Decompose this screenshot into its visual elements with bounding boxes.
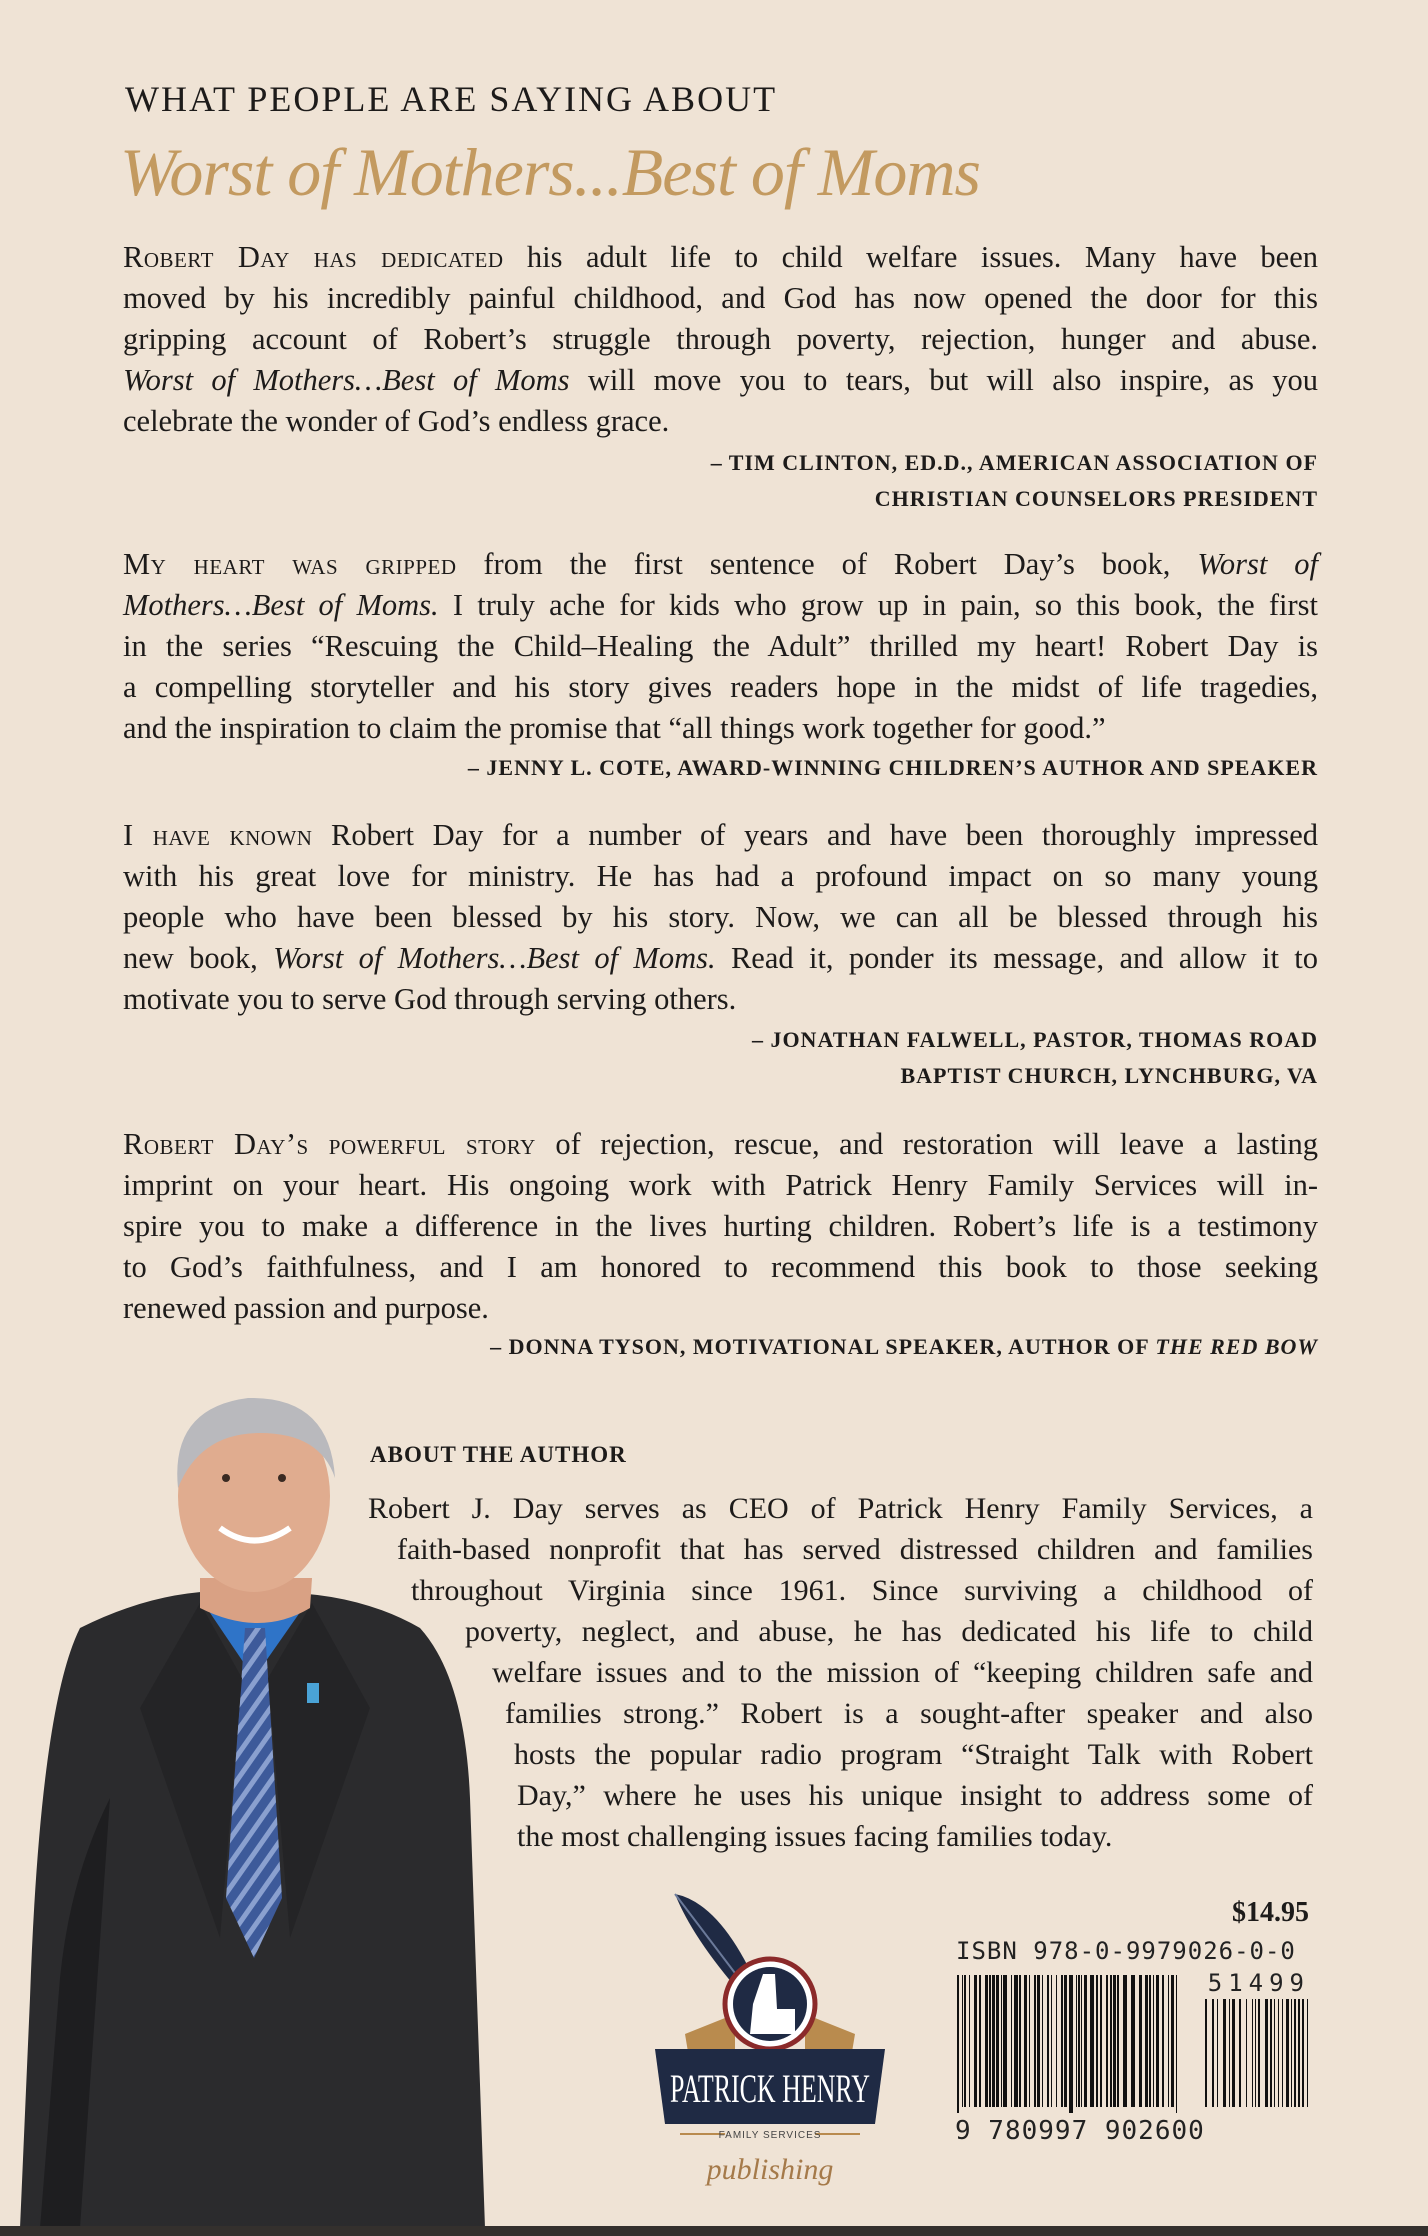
barcode-bar: [1047, 1975, 1049, 2107]
addon-bar: [1294, 1999, 1296, 2107]
barcode-bar: [1100, 1975, 1102, 2107]
barcode-bar: [964, 1975, 966, 2107]
barcode-bar: [1024, 1975, 1027, 2107]
barcode-bar: [1029, 1975, 1030, 2107]
barcode-bar: [1034, 1975, 1036, 2107]
bio-line: poverty, neglect, and abuse, he has dedicated his life to child: [465, 1615, 1313, 1648]
small-caps-lead: Robert Day’s powerful story: [123, 1127, 536, 1161]
text-segment: his adult life to child welfare issues. Many have been: [503, 240, 1318, 274]
endorsement-attribution: [711, 448, 1318, 478]
barcode-bar: [1076, 1975, 1077, 2107]
bio-line: Robert J. Day serves as CEO of Patrick Henry Family Services, a: [368, 1492, 1313, 1525]
barcode-bar: [1037, 1975, 1040, 2107]
quote-line: [123, 856, 1318, 897]
text-segment: celebrate the wonder of God’s endless grace.: [123, 404, 670, 438]
text-segment: BAPTIST CHURCH, LYNCHBURG, VA: [900, 1063, 1318, 1088]
endorsement-quote: [123, 815, 1318, 1020]
italic-text: Mothers…Best of Moms.: [123, 588, 439, 622]
text-segment: new book,: [123, 941, 274, 975]
barcode-bar: [1149, 1975, 1151, 2107]
text-segment: – TIM CLINTON, ED.D., AMERICAN ASSOCIATION OF: [710, 450, 1318, 475]
barcode-bar: [1110, 1975, 1112, 2107]
barcode-bar: [1064, 1975, 1067, 2107]
endorsement-quote: [123, 1124, 1318, 1329]
section-kicker: WHAT PEOPLE ARE SAYING ABOUT: [125, 79, 778, 119]
addon-bar: [1223, 1999, 1226, 2107]
quote-line: [123, 360, 1318, 401]
quote-line: [123, 585, 1318, 626]
quote-line: [123, 278, 1318, 319]
author-bio: [0, 1488, 1313, 1857]
quote-line: [123, 1165, 1318, 1206]
barcode-bar: [1051, 1975, 1052, 2107]
bio-line: welfare issues and to the mission of “keeping children safe and: [492, 1656, 1313, 1689]
addon-bar: [1217, 1999, 1218, 2107]
endorsement-quote: [123, 237, 1318, 442]
quote-line: [123, 544, 1318, 585]
barcode-bar: [1001, 1975, 1002, 2107]
quote-line: [123, 237, 1318, 278]
italic-text: THE RED BOW: [1155, 1334, 1318, 1359]
logo-name: PATRICK HENRY: [670, 2066, 870, 2111]
book-title: Worst of Mothers...Best of Moms: [120, 134, 980, 210]
endorsement-attribution: [468, 753, 1318, 783]
about-author-heading: ABOUT THE AUTHOR: [370, 1442, 627, 1467]
addon-bar: [1255, 1999, 1256, 2107]
barcode-bar: [1113, 1975, 1116, 2107]
barcode-bar: [1061, 1975, 1063, 2107]
small-caps-lead: I have known: [123, 818, 313, 852]
text-segment: with his great love for ministry. He has had a profound impact on so many young: [123, 859, 1318, 893]
barcode-bar: [996, 1975, 999, 2107]
bio-line: faith-based nonprofit that has served distressed children and families: [397, 1533, 1313, 1566]
addon-bar: [1291, 1999, 1292, 2107]
addon-bar: [1298, 1999, 1300, 2107]
barcode-bar: [962, 1975, 963, 2107]
barcode-bar: [1090, 1975, 1094, 2107]
quote-line: [123, 1206, 1318, 1247]
addon-bar: [1278, 1999, 1279, 2107]
text-segment: renewed passion and purpose.: [123, 1291, 489, 1325]
quote-line: [123, 815, 1318, 856]
addon-bar: [1229, 1999, 1230, 2107]
text-segment: and the inspiration to claim the promise that “all things work together for good.”: [123, 711, 1106, 745]
quote-line: [123, 626, 1318, 667]
addon-bar: [1232, 1999, 1235, 2107]
text-segment: CHRISTIAN COUNSELORS PRESIDENT: [874, 486, 1318, 511]
text-segment: to God’s faithfulness, and I am honored to recommend this book to those seeking: [123, 1250, 1318, 1284]
addon-bar: [1265, 1999, 1268, 2107]
barcode: [955, 1975, 1315, 2115]
bio-line: throughout Virginia since 1961. Since surviving a childhood of: [411, 1574, 1313, 1607]
addon-bar: [1258, 1999, 1260, 2107]
text-segment: gripping account of Robert’s struggle through poverty, rejection, hunger and abuse.: [123, 322, 1318, 356]
text-segment: Read it, ponder its message, and allow it to: [715, 941, 1318, 975]
barcode-bar: [992, 1975, 995, 2107]
addon-bar: [1282, 1999, 1283, 2107]
barcode-bar: [1106, 1975, 1108, 2107]
italic-text: Worst of Mothers…Best of Moms.: [273, 941, 716, 975]
barcode-bar: [1171, 1975, 1174, 2107]
barcode-bar: [1153, 1975, 1154, 2107]
isbn-label: ISBN 978-0-9979026-0-0: [956, 1937, 1296, 1965]
addon-bar: [1307, 1999, 1308, 2107]
barcode-bar: [1003, 1975, 1007, 2107]
barcode-bar: [989, 1975, 991, 2107]
price-addon-number: 51499: [1207, 1969, 1310, 1997]
quote-line: [123, 319, 1318, 360]
addon-bar: [1212, 1999, 1214, 2107]
quote-line: [123, 1288, 1318, 1329]
addon-bar: [1270, 1999, 1272, 2107]
quote-line: [123, 979, 1318, 1020]
barcode-bar: [985, 1975, 988, 2107]
barcode-bar: [974, 1975, 977, 2107]
bio-line: families strong.” Robert is a sought-after speaker and also: [505, 1697, 1313, 1730]
barcode-bar: [957, 1975, 959, 2113]
bottom-edge: [0, 2226, 1428, 2236]
barcode-bar: [1168, 1975, 1169, 2107]
text-segment: – JONATHAN FALWELL, PASTOR, THOMAS ROAD: [751, 1027, 1318, 1052]
italic-text: Worst of Mothers…Best of Moms: [123, 363, 570, 397]
bio-line: the most challenging issues facing families today.: [517, 1820, 1113, 1853]
small-caps-lead: My heart was gripped: [123, 547, 457, 581]
text-segment: spire you to make a difference in the lives hurting children. Robert’s life is a testimony: [123, 1209, 1318, 1243]
text-segment: motivate you to serve God through serving others.: [123, 982, 737, 1016]
barcode-bar: [1078, 1975, 1080, 2107]
barcode-bar: [1096, 1975, 1098, 2107]
text-segment: in the series “Rescuing the Child–Healing the Adult” thrilled my heart! Robert Day is: [123, 629, 1318, 663]
text-segment: – JENNY L. COTE, AWARD-WINNING CHILDREN’S AUTHOR AND SPEAKER: [467, 755, 1318, 780]
addon-bar: [1205, 1999, 1207, 2107]
barcode-bar: [1084, 1975, 1087, 2107]
text-segment: a compelling storyteller and his story gives readers hope in the midst of life tragedies,: [123, 670, 1318, 704]
barcode-bar: [1162, 1975, 1164, 2107]
barcode-bar: [1123, 1975, 1127, 2107]
barcode-bar: [1069, 1975, 1073, 2113]
text-segment: Robert Day for a number of years and have been thoroughly impressed: [312, 818, 1319, 852]
addon-bar: [1274, 1999, 1275, 2107]
text-segment: – DONNA TYSON, MOTIVATIONAL SPEAKER, AUTHOR OF: [490, 1334, 1156, 1359]
quote-line: [123, 708, 1318, 749]
bio-line: hosts the popular radio program “Straight Talk with Robert: [514, 1738, 1313, 1771]
price: $14.95: [1232, 1897, 1309, 1928]
addon-bar: [1302, 1999, 1304, 2107]
barcode-bar: [1019, 1975, 1021, 2107]
publisher-logo: [635, 1884, 905, 2194]
addon-bar: [1252, 1999, 1253, 2107]
barcode-bar: [969, 1975, 970, 2107]
quote-line: [123, 667, 1318, 708]
barcode-bar: [979, 1975, 981, 2107]
ean-digits: 9 780997 902600: [955, 2116, 1205, 2146]
barcode-bar: [1176, 1975, 1177, 2113]
barcode-bar: [1145, 1975, 1148, 2107]
barcode-bar: [1081, 1975, 1082, 2107]
endorsement-attribution: [900, 1061, 1318, 1091]
text-segment: moved by his incredibly painful childhood, and God has now opened the door for this: [123, 281, 1318, 315]
small-caps-lead: Robert Day has dedicated: [123, 240, 504, 274]
text-segment: imprint on your heart. His ongoing work with Patrick Henry Family Services will in-: [123, 1168, 1318, 1202]
text-segment: of rejection, rescue, and restoration will leave a lasting: [535, 1127, 1318, 1161]
quote-line: [123, 401, 1318, 442]
addon-bar: [1239, 1999, 1241, 2107]
quote-line: [123, 1247, 1318, 1288]
barcode-bar: [1156, 1975, 1159, 2107]
italic-text: Worst of: [1197, 547, 1319, 581]
endorsement-attribution: [875, 484, 1318, 514]
quote-line: [123, 1124, 1318, 1165]
text-segment: from the first sentence of Robert Day’s book,: [456, 547, 1198, 581]
endorsement-attribution: [490, 1332, 1318, 1362]
bio-line: Day,” where he uses his unique insight to address some of: [517, 1779, 1313, 1812]
barcode-bar: [1014, 1975, 1018, 2107]
endorsement-attribution: [752, 1025, 1318, 1055]
barcode-bar: [1042, 1975, 1043, 2107]
barcode-bar: [1011, 1975, 1012, 2107]
barcode-bar: [1139, 1975, 1142, 2107]
text-segment: people who have been blessed by his story. Now, we can all be blessed through his: [123, 900, 1318, 934]
endorsement-quote: [123, 544, 1318, 749]
barcode-bar: [1117, 1975, 1119, 2107]
quote-line: [123, 938, 1318, 979]
addon-bar: [1246, 1999, 1247, 2107]
text-segment: I truly ache for kids who grow up in pain, so this book, the first: [438, 588, 1318, 622]
text-segment: will move you to tears, but will also inspire, as you: [569, 363, 1319, 397]
barcode-bar: [1131, 1975, 1135, 2107]
logo-sub: FAMILY SERVICES: [718, 2130, 822, 2141]
addon-bar: [1286, 1999, 1289, 2107]
barcode-bar: [1056, 1975, 1057, 2107]
logo-script: publishing: [706, 2153, 834, 2186]
quote-line: [123, 897, 1318, 938]
